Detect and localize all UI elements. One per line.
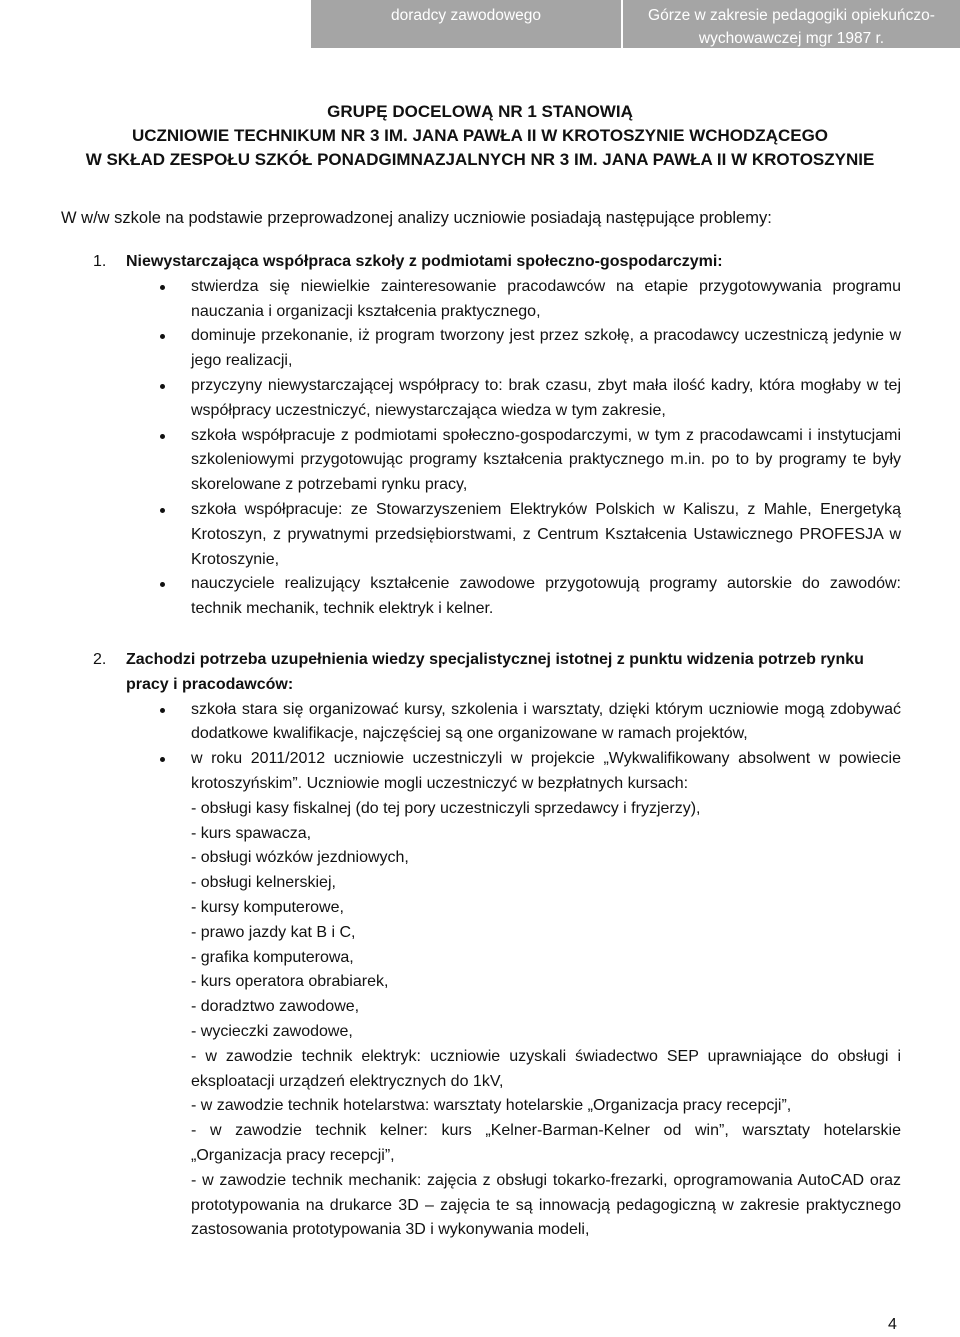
course-paragraph: - w zawodzie technik hotelarstwa: warsztaty hotelarskie „Organizacja pracy recepcji”, [191,1097,792,1115]
document-title [0,100,960,172]
bullet-icon [160,384,165,389]
header-right-line2: wychowawczej mgr 1987 r. [698,30,885,47]
course-paragraph: - w zawodzie technik mechanik: zajęcia z obsługi tokarko-frezarki, oprogramowania AutoCAD oraz prototypowania na drukarce 3D – zajęcia te są innowacją pedagogiczną w zakresie praktycznego zastosowania prototypowania 3D i wykonywania modeli, [191,1171,901,1239]
section-2-list [93,698,901,797]
header-left-text: doradcy zawodowego [391,7,541,24]
title-line-3: W SKŁAD ZESPOŁU SZKÓŁ PONADGIMNAZJALNYCH NR 3 IM. JANA PAWŁA II W KROTOSZYNIE [85,150,875,169]
bullet-icon [160,757,165,762]
course-paragraph: - w zawodzie technik elektryk: uczniowie uzyskali świadectwo SEP uprawniające do obsługi i eksploatacji urządzeń elektrycznych do 1kV, [191,1047,901,1090]
course-item: - prawo jazdy kat B i C, [191,923,356,941]
section-1 [93,250,901,622]
page-header [0,0,960,50]
section-1-number: 1. [93,253,107,270]
course-item: - obsługi kasy fiskalnej (do tej pory uczestniczyli sprzedawcy i fryzjerzy), [191,799,701,817]
bullet-icon [160,708,165,713]
header-right-cell [623,0,960,48]
bullet-icon [160,582,165,587]
list-item-text: dominuje przekonanie, iż program tworzony jest przez szkołę, a pracodawcy uczestniczą jedynie w jego realizacji, [191,327,901,370]
header-divider [311,48,960,50]
list-item-text: przyczyny niewystarczającej współpracy to: brak czasu, zbyt mała ilość kadry, która mogłaby w tej współpracy uczestniczyć, niewystarczająca wiedza w tym zakresie, [191,376,901,419]
list-item [191,324,901,374]
page-number: 4 [888,1316,897,1333]
bullet-icon [160,508,165,513]
intro-paragraph: W w/w szkole na podstawie przeprowadzonej analizy uczniowie posiadają następujące problemy: [61,209,772,227]
section-1-heading: Niewystarczająca współpraca szkoły z podmiotami społeczno-gospodarczymi: [126,253,723,270]
course-item: - kurs operatora obrabiarek, [191,973,389,991]
list-item-text: w roku 2011/2012 uczniowie uczestniczyli w projekcie „Wykwalifikowany absolwent w powiecie krotoszyńskim”. Uczniowie mogli uczestniczyć w bezpłatnych kursach: [191,750,901,792]
list-item-text: stwierdza się niewielkie zainteresowanie pracodawców na etapie przygotowywania programu nauczania i organizacji kształcenia praktycznego, [191,277,901,320]
course-paragraph: - w zawodzie technik kelner: kurs „Kelner-Barman-Kelner od win”, warsztaty hotelarskie „Organizacja pracy recepcji”, [191,1122,901,1164]
course-item: - grafika komputerowa, [191,948,354,966]
list-item [191,498,901,572]
list-item [191,572,901,622]
list-item [191,698,901,748]
header-right-line1: Górze w zakresie pedagogiki opiekuńczo- [648,7,935,24]
list-item [191,275,901,325]
section-1-list [93,275,901,622]
bullet-icon [160,334,165,339]
bullet-icon [160,434,165,439]
list-item [191,374,901,424]
course-item: - obsługi wózków jezdniowych, [191,849,409,867]
course-item: - kursy komputerowe, [191,898,344,916]
section-2-heading: Zachodzi potrzeba uzupełnienia wiedzy specjalistycznej istotnej z punktu widzenia potrzeb rynku pracy i pracodawców: [126,651,864,693]
course-item: - doradztwo zawodowe, [191,998,360,1016]
header-left-cell [311,0,621,48]
list-item-text: nauczyciele realizujący kształcenie zawodowe przygotowują programy autorskie do zawodów: technik mechanik, technik elektryk i kelner. [191,575,901,618]
list-item-text: szkoła stara się organizować kursy, szkolenia i warsztaty, dzięki którym uczniowie mogą zdobywać dodatkowe kwalifikacje, najczęściej są one organizowane w ramach projektów, [191,700,901,743]
title-line-2: UCZNIOWIE TECHNIKUM NR 3 IM. JANA PAWŁA II W KROTOSZYNIE WCHODZĄCEGO [131,126,829,145]
section-2-number: 2. [93,651,107,668]
section-2 [93,648,901,1243]
course-item: - obsługi kelnerskiej, [191,874,336,892]
title-line-1: GRUPĘ DOCELOWĄ NR 1 STANOWIĄ [327,102,633,121]
bullet-icon [160,285,165,290]
list-item [191,424,901,498]
course-item: - kurs spawacza, [191,824,312,842]
list-item-text: szkoła współpracuje: ze Stowarzyszeniem Elektryków Polskich w Kaliszu, z Mahle, Energetyką Krotoszyn, z prywatnymi przedsiębiorstwami, z Centrum Kształcenia Ustawicznego PROFESJA w Krotoszynie, [191,500,901,568]
course-item: - wycieczki zawodowe, [191,1022,353,1040]
list-item [191,747,901,797]
list-item-text: szkoła współpracuje z podmiotami społeczno-gospodarczymi, w tym z pracodawcami i instytucjami szkoleniowymi przygotowując programy kształcenia praktycznego m.in. po to by programy te były skorelowane z potrzebami rynku pracy, [191,426,901,494]
